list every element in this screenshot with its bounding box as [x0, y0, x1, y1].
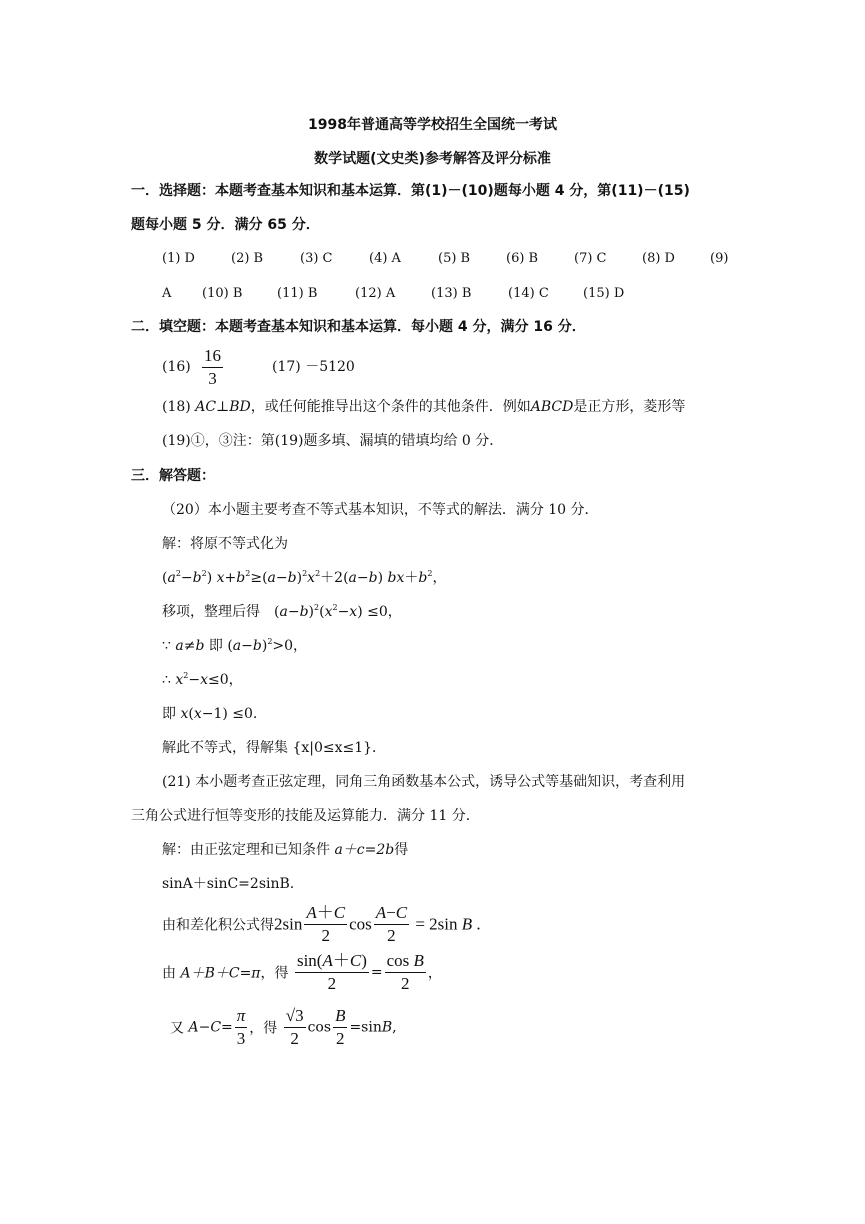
answer-18-label: (18)	[162, 399, 191, 415]
q21-step-1-text: 解：由正弦定理和已知条件	[162, 842, 330, 858]
answer-item: (7) C	[574, 251, 607, 266]
answer-18-text: ，或任何能推导出这个条件的其他条件．例如	[250, 399, 531, 415]
q21-step-2: sinA＋sinC=2sinB.	[162, 876, 295, 892]
answer-18-math: AC⊥BD	[195, 399, 251, 415]
answer-item: (6) B	[506, 251, 539, 266]
fraction-denominator: 3	[208, 369, 217, 388]
answer-18-abcd: ABCD	[530, 399, 574, 415]
answer-item: (14) C	[508, 286, 549, 301]
q21-step-3: 由和差化积公式得2sin $\frac{A+C}{2}$ cos $\frac{A-C}{2}$ = 2sin B .	[162, 903, 481, 945]
page-title: 1998年普通高等学校招生全国统一考试	[308, 117, 557, 133]
q21-step-4-mid: ，得	[260, 965, 289, 982]
q20-step-6-text: 即	[162, 706, 176, 722]
answer-item: (2) B	[231, 251, 264, 266]
q21-step-1	[162, 841, 408, 859]
q21-step-3-text: 由和差化积公式得	[162, 917, 274, 934]
section3-heading: 三．解答题：	[131, 468, 215, 484]
answer-item: (1) D	[162, 251, 195, 266]
q20-step-3-text: 移项，整理后得	[162, 604, 260, 620]
answer-18	[162, 398, 685, 416]
answer-17: (17) －5120	[272, 359, 355, 375]
q21-step-4-math: A＋B＋C=π	[180, 965, 261, 982]
answer-item: (8) D	[642, 251, 675, 266]
answer-item: (11) B	[277, 286, 318, 301]
answer-item: (5) B	[438, 251, 471, 266]
q20-step-1: 解：将原不等式化为	[162, 536, 288, 552]
q20-intro: （20）本小题主要考查不等式基本知识，不等式的解法．满分 10 分．	[162, 502, 599, 518]
q21-step-1-math: a＋c=2b	[334, 842, 395, 858]
q21-step-5: 又 A−C= $\frac{\pi}{3}$ ，得 $\frac{√3}{2}$ cos $\frac{B}{2}$ =sinB,	[170, 1006, 397, 1048]
q20-step-6: 即 x(x−1) ≤0.	[162, 706, 258, 722]
answer-18-suffix: 是正方形，菱形等	[573, 399, 686, 415]
section2-heading: 二．填空题：本题考查基本知识和基本运算．每小题 4 分，满分 16 分．	[131, 319, 586, 335]
answer-item: (12) A	[355, 286, 396, 301]
section1-heading-line2: 题每小题 5 分．满分 65 分．	[131, 217, 320, 233]
answer-item: (15) D	[583, 286, 625, 301]
q21-step-4: 由 A＋B＋C=π，得 $\frac{\sin(A+C)}{2}$ = $\frac{\text{cos B}}{2}$ ，	[162, 951, 442, 993]
q20-step-5: ∴ $x^2-x\le 0$，	[162, 671, 243, 688]
q21-step-5-text: 又	[170, 1020, 184, 1037]
answer-item: (4) A	[369, 251, 401, 266]
section1-heading-line1: 一．选择题：本题考查基本知识和基本运算．第(1)－(10)题每小题 4 分，第(11)－(15)	[131, 183, 690, 199]
answer-16-label: (16)	[162, 359, 191, 375]
q21-intro-line-1: (21) 本小题考查正弦定理，同角三角函数基本公式，诱导公式等基础知识，考查利用	[162, 774, 686, 790]
answer-item: (3) C	[300, 251, 333, 266]
q21-intro-line-2: 三角公式进行恒等变形的技能及运算能力．满分 11 分．	[131, 808, 480, 824]
q20-step-3: 移项，整理后得 $(a-b)^2(x^2-x) \le 0$，	[162, 603, 402, 620]
q20-step-7: 解此不等式，得解集 {x|0≤x≤1}．	[162, 740, 387, 756]
answer-16-fraction	[200, 345, 225, 390]
answer-item: (10) B	[202, 286, 243, 301]
q20-step-2-formula: $(a^2-b^2)$ $x+b^2\ge(a-b)^2x^2+2(a-b)$ $bx+b^2$，	[162, 569, 447, 586]
q21-step-5-mid: ，得	[249, 1020, 278, 1037]
q20-step-4: ∵ a≠b 即 $(a-b)^2>0$，	[162, 637, 308, 654]
answer-19: (19)①，③注：第(19)题多填、漏填的错填均给 0 分．	[162, 433, 504, 449]
q21-step-4-text: 由	[162, 965, 176, 982]
answer-item: (13) B	[431, 286, 472, 301]
answer-item: (9)	[710, 251, 729, 266]
fraction-numerator: 16	[202, 345, 223, 368]
q21-step-1-suffix: 得	[394, 842, 409, 858]
page-subtitle: 数学试题(文史类)参考解答及评分标准	[314, 151, 551, 167]
answer-item: A	[162, 286, 172, 301]
